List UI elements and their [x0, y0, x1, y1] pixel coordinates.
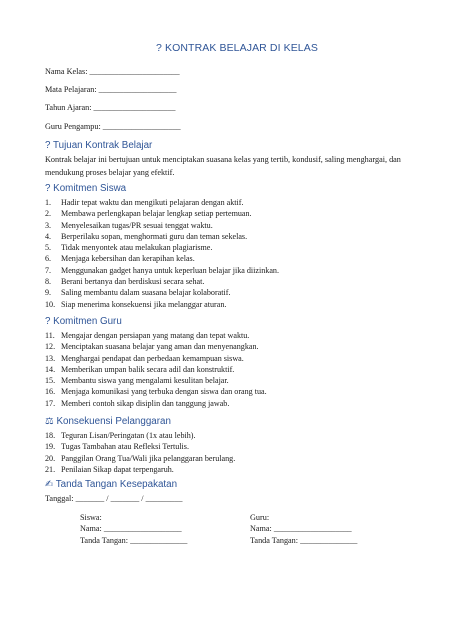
tujuan-text: Kontrak belajar ini bertujuan untuk menciptakan suasana kelas yang tertib, kondusif, saling menghargai, dan mendukung proses belajar yang efektif.: [45, 155, 401, 177]
guru-list-item: [45, 375, 445, 386]
list-item-number: 1.: [45, 198, 52, 207]
siswa-list-item: [45, 208, 445, 219]
siswa-list-item: [45, 265, 445, 276]
list-item-number: 6.: [45, 254, 52, 264]
list-item-text: Menggunakan gadget hanya untuk keperluan belajar jika diizinkan.: [61, 265, 280, 275]
list-item-text: Saling membantu dalam suasana belajar kolaboratif.: [61, 288, 231, 298]
guru-nama-field: Nama: ___________________: [250, 524, 352, 533]
siswa-tanda-tangan-field: Tanda Tangan: ______________: [80, 536, 188, 545]
siswa-list-item: [45, 220, 445, 231]
list-item-number: 7.: [45, 265, 52, 275]
list-item-text: Menciptakan suasana belajar yang aman dan menyenangkan.: [61, 342, 259, 352]
guru-list-item: [45, 386, 445, 397]
heading-tanda-tangan: ✍ Tanda Tangan Kesepakatan: [45, 479, 178, 490]
komitmen-guru-list: [45, 330, 445, 409]
field-tahun-ajaran: Tahun Ajaran: ____________________: [45, 103, 176, 112]
list-item-number: 3.: [45, 220, 52, 230]
siswa-list-item: [45, 287, 445, 298]
list-item-number: 4.: [45, 231, 52, 241]
list-item-text: Teguran Lisan/Peringatan (1x atau lebih).: [61, 431, 196, 440]
list-item-number: 15.: [45, 376, 56, 386]
list-item-text: Mengajar dengan persiapan yang matang dan tepat waktu.: [61, 331, 250, 340]
list-item-number: 21.: [45, 464, 56, 474]
siswa-nama-field: Nama: ___________________: [80, 524, 182, 533]
guru-list-item: [45, 341, 445, 352]
list-item-text: Penilaian Sikap dapat terpengaruh.: [61, 464, 174, 474]
guru-list-item: [45, 398, 445, 409]
guru-tanda-tangan-field: Tanda Tangan: ______________: [250, 536, 358, 545]
konsekuensi-list-item: [45, 464, 445, 475]
tanggal-field: Tanggal: _______ / _______ / _________: [45, 494, 183, 503]
field-nama-kelas: Nama Kelas: ______________________: [45, 67, 180, 76]
list-item-number: 12.: [45, 342, 56, 352]
heading-komitmen-guru: ? Komitmen Guru: [45, 316, 122, 327]
list-item-text: Memberi contoh sikap disiplin dan tanggung jawab.: [61, 398, 230, 408]
siswa-list-item: [45, 253, 445, 264]
list-item-text: Memberikan umpan balik secara adil dan konstruktif.: [61, 364, 235, 374]
list-item-text: Tidak menyontek atau melakukan plagiarisme.: [61, 243, 213, 253]
siswa-list-item: [45, 242, 445, 253]
guru-list-item: [45, 330, 445, 341]
guru-list-item: [45, 353, 445, 364]
heading-tujuan: ? Tujuan Kontrak Belajar: [45, 140, 153, 151]
konsekuensi-list-item: [45, 441, 445, 452]
list-item-number: 14.: [45, 364, 56, 374]
list-item-text: Hadir tepat waktu dan mengikuti pelajaran dengan aktif.: [61, 198, 244, 207]
list-item-text: Membantu siswa yang mengalami kesulitan belajar.: [61, 376, 229, 386]
list-item-text: Menjaga kebersihan dan kerapihan kelas.: [61, 254, 195, 264]
list-item-number: 9.: [45, 288, 52, 298]
konsekuensi-list: [45, 430, 445, 475]
list-item-number: 18.: [45, 431, 56, 440]
list-item-text: Membawa perlengkapan belajar lengkap setiap pertemuan.: [61, 209, 252, 219]
list-item-number: 16.: [45, 387, 56, 397]
list-item-text: Menyelesaikan tugas/PR sesuai tenggat waktu.: [61, 220, 213, 230]
list-item-text: Panggilan Orang Tua/Wali jika pelanggaran berulang.: [61, 453, 236, 463]
list-item-number: 11.: [45, 331, 55, 340]
siswa-list-item: [45, 276, 445, 287]
list-item-text: Menjaga komunikasi yang terbuka dengan siswa dan orang tua.: [61, 387, 267, 397]
siswa-list-item: [45, 231, 445, 242]
list-item-text: Tugas Tambahan atau Refleksi Tertulis.: [61, 442, 189, 452]
list-item-text: Berani bertanya dan berdiskusi secara sehat.: [61, 277, 205, 287]
list-item-number: 10.: [45, 299, 56, 309]
list-item-number: 2.: [45, 209, 52, 219]
list-item-number: 5.: [45, 243, 52, 253]
document-title: ? KONTRAK BELAJAR DI KELAS: [156, 42, 318, 54]
guru-label: Guru:: [250, 513, 270, 522]
field-guru-pengampu: Guru Pengampu: ___________________: [45, 122, 181, 131]
heading-konsekuensi: ⚖ Konsekuensi Pelanggaran: [45, 416, 171, 427]
konsekuensi-list-item: [45, 430, 445, 441]
list-item-number: 19.: [45, 442, 56, 452]
list-item-text: Berperilaku sopan, menghormati guru dan teman sekelas.: [61, 231, 248, 241]
siswa-list-item: [45, 299, 445, 310]
guru-list-item: [45, 364, 445, 375]
heading-komitmen-siswa: ? Komitmen Siswa: [45, 183, 127, 194]
list-item-number: 8.: [45, 277, 52, 287]
siswa-list-item: [45, 197, 445, 208]
konsekuensi-list-item: [45, 453, 445, 464]
siswa-label: Siswa:: [80, 513, 102, 522]
field-mata-pelajaran: Mata Pelajaran: ___________________: [45, 85, 177, 94]
list-item-number: 13.: [45, 353, 56, 363]
list-item-text: Siap menerima konsekuensi jika melanggar aturan.: [61, 299, 227, 309]
list-item-text: Menghargai pendapat dan perbedaan kemampuan siswa.: [61, 353, 244, 363]
komitmen-siswa-list: [45, 197, 445, 310]
list-item-number: 17.: [45, 398, 56, 408]
list-item-number: 20.: [45, 453, 56, 463]
